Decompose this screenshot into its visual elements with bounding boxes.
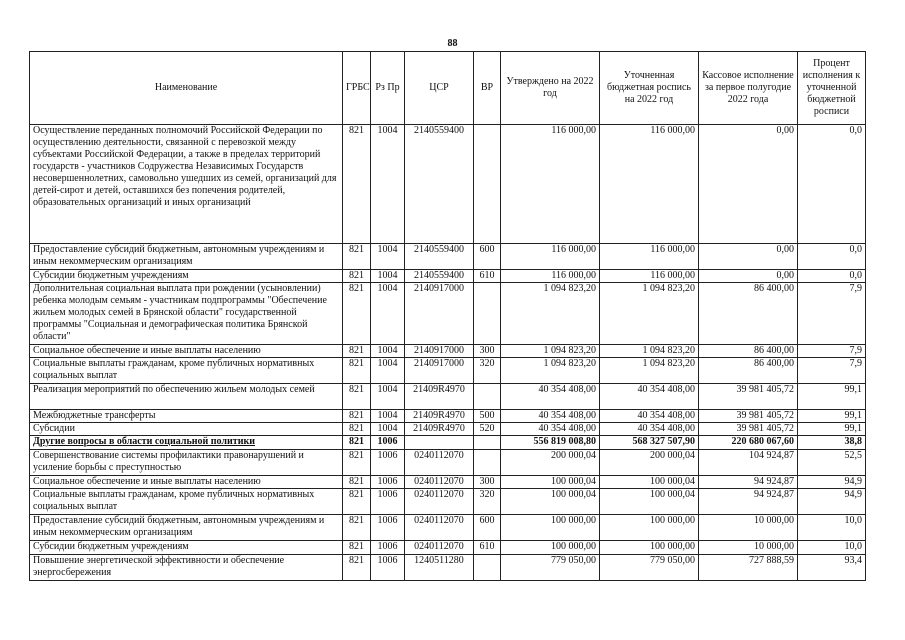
table-row: [30, 283, 866, 345]
row-percent-cell: 0,0: [798, 125, 866, 244]
table-row: [30, 555, 866, 581]
table-row: [30, 515, 866, 541]
table-row: [30, 244, 866, 270]
row-percent-cell: 7,9: [798, 345, 866, 358]
row-name-cell: Социальные выплаты гражданам, кроме публичных нормативных социальных выплат: [30, 489, 343, 515]
row-grbs-cell: 821: [343, 125, 371, 244]
row-percent-cell: 52,5: [798, 450, 866, 476]
row-percent-cell: 93,4: [798, 555, 866, 581]
row-refined-cell: 100 000,04: [600, 476, 699, 489]
row-grbs-cell: 821: [343, 244, 371, 270]
row-approved-cell: 100 000,00: [501, 515, 600, 541]
row-cash-cell: 104 924,87: [699, 450, 798, 476]
row-approved-cell: 40 354 408,00: [501, 423, 600, 436]
row-rzpr-cell: 1004: [371, 125, 405, 244]
row-approved-cell: 40 354 408,00: [501, 384, 600, 410]
row-name-cell: Предоставление субсидий бюджетным, автономным учреждениям и иным некоммерческим организациям: [30, 515, 343, 541]
row-refined-cell: 1 094 823,20: [600, 358, 699, 384]
header-csr: ЦСР: [405, 52, 474, 125]
row-percent-cell: 10,0: [798, 541, 866, 555]
header-percent: Процент исполнения к уточненной бюджетной росписи: [798, 52, 866, 125]
row-rzpr-cell: 1006: [371, 436, 405, 450]
table-row: [30, 541, 866, 555]
row-csr-cell: 0240112070: [405, 541, 474, 555]
row-approved-cell: 100 000,04: [501, 489, 600, 515]
row-rzpr-cell: 1004: [371, 244, 405, 270]
table-row: [30, 345, 866, 358]
row-cash-cell: 10 000,00: [699, 515, 798, 541]
row-grbs-cell: 821: [343, 450, 371, 476]
row-name-cell: Осуществление переданных полномочий Российской Федерации по осуществлению деятельности, связанной с перевозкой между субъектами Российской Федерации, а также в пределах территорий государств - участников Содружества Независимых Государств несовершеннолетних, самовольно ушедших из семей, организаций для детей-сирот и детей, оставшихся без попечения родителей, образовательных организаций и иных организаций: [30, 125, 343, 244]
row-cash-cell: 86 400,00: [699, 345, 798, 358]
table-row: [30, 410, 866, 423]
row-vr-cell: 500: [474, 410, 501, 423]
header-rzpr: Рз Пр: [371, 52, 405, 125]
row-grbs-cell: 821: [343, 270, 371, 283]
row-refined-cell: 116 000,00: [600, 270, 699, 283]
header-vr: ВР: [474, 52, 501, 125]
row-approved-cell: 116 000,00: [501, 244, 600, 270]
row-cash-cell: 94 924,87: [699, 476, 798, 489]
row-approved-cell: 1 094 823,20: [501, 283, 600, 345]
row-grbs-cell: 821: [343, 436, 371, 450]
row-cash-cell: 727 888,59: [699, 555, 798, 581]
row-grbs-cell: 821: [343, 283, 371, 345]
header-approved: Утверждено на 2022 год: [501, 52, 600, 125]
row-csr-cell: 2140559400: [405, 125, 474, 244]
row-csr-cell: 21409R4970: [405, 410, 474, 423]
row-rzpr-cell: 1006: [371, 489, 405, 515]
row-csr-cell: 21409R4970: [405, 384, 474, 410]
row-name-cell: Другие вопросы в области социальной политики: [30, 436, 343, 450]
row-refined-cell: 100 000,00: [600, 515, 699, 541]
row-percent-cell: 38,8: [798, 436, 866, 450]
row-csr-cell: [405, 436, 474, 450]
row-cash-cell: 220 680 067,60: [699, 436, 798, 450]
row-vr-cell: [474, 436, 501, 450]
row-vr-cell: 610: [474, 541, 501, 555]
row-csr-cell: 1240511280: [405, 555, 474, 581]
row-csr-cell: 0240112070: [405, 489, 474, 515]
row-name-cell: Межбюджетные трансферты: [30, 410, 343, 423]
table-row: [30, 270, 866, 283]
row-csr-cell: 0240112070: [405, 450, 474, 476]
row-percent-cell: 7,9: [798, 283, 866, 345]
row-approved-cell: 116 000,00: [501, 125, 600, 244]
row-name-cell: Социальное обеспечение и иные выплаты населению: [30, 345, 343, 358]
table-row: [30, 125, 866, 244]
row-vr-cell: 300: [474, 476, 501, 489]
row-csr-cell: 2140559400: [405, 244, 474, 270]
table-row: [30, 384, 866, 410]
row-cash-cell: 0,00: [699, 270, 798, 283]
row-refined-cell: 116 000,00: [600, 244, 699, 270]
row-percent-cell: 10,0: [798, 515, 866, 541]
table-row: [30, 436, 866, 450]
row-csr-cell: 2140917000: [405, 283, 474, 345]
row-approved-cell: 1 094 823,20: [501, 358, 600, 384]
header-cash: Кассовое исполнение за первое полугодие 2022 года: [699, 52, 798, 125]
row-grbs-cell: 821: [343, 345, 371, 358]
row-rzpr-cell: 1006: [371, 515, 405, 541]
row-vr-cell: 300: [474, 345, 501, 358]
row-rzpr-cell: 1006: [371, 555, 405, 581]
row-vr-cell: [474, 125, 501, 244]
row-cash-cell: 0,00: [699, 244, 798, 270]
row-cash-cell: 86 400,00: [699, 283, 798, 345]
budget-table: [29, 51, 866, 581]
row-grbs-cell: 821: [343, 410, 371, 423]
row-refined-cell: 116 000,00: [600, 125, 699, 244]
row-rzpr-cell: 1006: [371, 541, 405, 555]
row-csr-cell: 2140559400: [405, 270, 474, 283]
row-refined-cell: 40 354 408,00: [600, 423, 699, 436]
row-csr-cell: 0240112070: [405, 515, 474, 541]
row-percent-cell: 94,9: [798, 489, 866, 515]
row-csr-cell: 21409R4970: [405, 423, 474, 436]
row-name-cell: Социальные выплаты гражданам, кроме публичных нормативных социальных выплат: [30, 358, 343, 384]
row-name-cell: Повышение энергетической эффективности и обеспечение энергосбережения: [30, 555, 343, 581]
row-refined-cell: 568 327 507,90: [600, 436, 699, 450]
row-name-cell: Реализация мероприятий по обеспечению жильем молодых семей: [30, 384, 343, 410]
row-csr-cell: 0240112070: [405, 476, 474, 489]
row-name-cell: Предоставление субсидий бюджетным, автономным учреждениям и иным некоммерческим организациям: [30, 244, 343, 270]
row-name-cell: Субсидии бюджетным учреждениям: [30, 270, 343, 283]
row-approved-cell: 100 000,00: [501, 541, 600, 555]
row-grbs-cell: 821: [343, 515, 371, 541]
row-percent-cell: 99,1: [798, 384, 866, 410]
row-cash-cell: 39 981 405,72: [699, 423, 798, 436]
row-rzpr-cell: 1004: [371, 384, 405, 410]
row-cash-cell: 86 400,00: [699, 358, 798, 384]
row-percent-cell: 99,1: [798, 410, 866, 423]
row-percent-cell: 0,0: [798, 244, 866, 270]
header-grbs: ГРБС: [343, 52, 371, 125]
row-grbs-cell: 821: [343, 555, 371, 581]
row-approved-cell: 1 094 823,20: [501, 345, 600, 358]
row-rzpr-cell: 1004: [371, 283, 405, 345]
row-rzpr-cell: 1006: [371, 476, 405, 489]
row-name-cell: Субсидии бюджетным учреждениям: [30, 541, 343, 555]
table-row: [30, 476, 866, 489]
row-vr-cell: 320: [474, 489, 501, 515]
row-name-cell: Социальное обеспечение и иные выплаты населению: [30, 476, 343, 489]
row-vr-cell: 520: [474, 423, 501, 436]
row-percent-cell: 0,0: [798, 270, 866, 283]
row-grbs-cell: 821: [343, 384, 371, 410]
row-grbs-cell: 821: [343, 423, 371, 436]
row-refined-cell: 200 000,04: [600, 450, 699, 476]
row-refined-cell: 1 094 823,20: [600, 283, 699, 345]
row-rzpr-cell: 1004: [371, 358, 405, 384]
row-refined-cell: 100 000,04: [600, 489, 699, 515]
table-row: [30, 358, 866, 384]
table-row: [30, 450, 866, 476]
row-approved-cell: 40 354 408,00: [501, 410, 600, 423]
row-vr-cell: 600: [474, 244, 501, 270]
table-body: [30, 125, 866, 581]
row-vr-cell: 600: [474, 515, 501, 541]
page-number: 88: [447, 38, 458, 49]
row-grbs-cell: 821: [343, 476, 371, 489]
row-rzpr-cell: 1004: [371, 345, 405, 358]
row-approved-cell: 779 050,00: [501, 555, 600, 581]
table-row: [30, 489, 866, 515]
row-grbs-cell: 821: [343, 541, 371, 555]
row-refined-cell: 40 354 408,00: [600, 384, 699, 410]
row-cash-cell: 94 924,87: [699, 489, 798, 515]
row-approved-cell: 556 819 008,80: [501, 436, 600, 450]
row-rzpr-cell: 1004: [371, 423, 405, 436]
row-name-cell: Дополнительная социальная выплата при рождении (усыновлении) ребенка молодым семьям - участникам подпрограммы "Обеспечение жильем молодых семей в Брянской области" государственной программы "Социальная и демографическая политика Брянской области": [30, 283, 343, 345]
row-name-cell: Совершенствование системы профилактики правонарушений и усиление борьбы с преступностью: [30, 450, 343, 476]
row-name-cell: Субсидии: [30, 423, 343, 436]
row-vr-cell: [474, 450, 501, 476]
row-cash-cell: 10 000,00: [699, 541, 798, 555]
row-grbs-cell: 821: [343, 358, 371, 384]
row-csr-cell: 2140917000: [405, 358, 474, 384]
row-grbs-cell: 821: [343, 489, 371, 515]
row-vr-cell: [474, 555, 501, 581]
row-approved-cell: 200 000,04: [501, 450, 600, 476]
row-refined-cell: 1 094 823,20: [600, 345, 699, 358]
row-percent-cell: 7,9: [798, 358, 866, 384]
row-cash-cell: 39 981 405,72: [699, 410, 798, 423]
row-vr-cell: 320: [474, 358, 501, 384]
row-rzpr-cell: 1004: [371, 270, 405, 283]
row-percent-cell: 94,9: [798, 476, 866, 489]
table-row: [30, 423, 866, 436]
row-csr-cell: 2140917000: [405, 345, 474, 358]
header-name: Наименование: [30, 52, 343, 125]
row-vr-cell: 610: [474, 270, 501, 283]
row-rzpr-cell: 1006: [371, 450, 405, 476]
row-refined-cell: 40 354 408,00: [600, 410, 699, 423]
row-cash-cell: 0,00: [699, 125, 798, 244]
row-percent-cell: 99,1: [798, 423, 866, 436]
row-approved-cell: 116 000,00: [501, 270, 600, 283]
row-rzpr-cell: 1004: [371, 410, 405, 423]
row-approved-cell: 100 000,04: [501, 476, 600, 489]
header-refined: Уточненная бюджетная роспись на 2022 год: [600, 52, 699, 125]
row-refined-cell: 100 000,00: [600, 541, 699, 555]
row-vr-cell: [474, 384, 501, 410]
row-refined-cell: 779 050,00: [600, 555, 699, 581]
row-cash-cell: 39 981 405,72: [699, 384, 798, 410]
row-vr-cell: [474, 283, 501, 345]
table-header-row: [30, 52, 866, 125]
